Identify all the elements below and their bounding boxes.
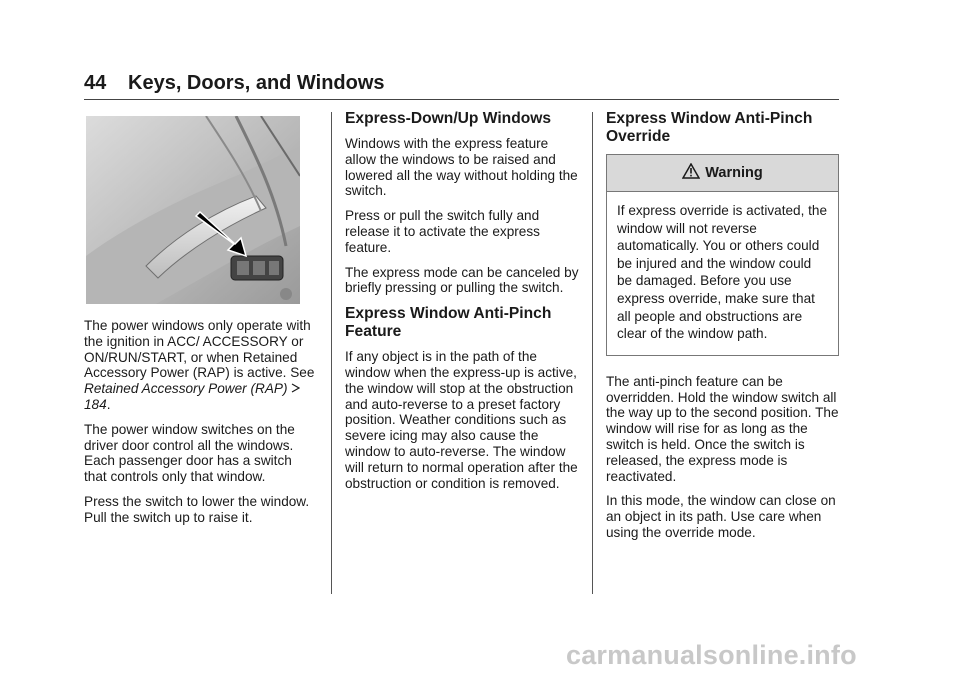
column-2 bbox=[345, 110, 580, 500]
warning-title: Warning bbox=[705, 165, 763, 181]
rap-page-number[interactable]: 184 bbox=[84, 396, 107, 412]
warning-box bbox=[606, 154, 839, 356]
express-paragraph-3: The express mode can be canceled by briefly pressing or pulling the switch. bbox=[345, 264, 579, 296]
column-3 bbox=[606, 110, 839, 550]
express-paragraph-1: Windows with the express feature allow the windows to be raised and lowered all the way without holding the switch. bbox=[345, 136, 578, 199]
page-number: 44 bbox=[84, 72, 107, 94]
express-paragraph-2: Press or pull the switch fully and release it to activate the express feature. bbox=[345, 208, 540, 255]
page-header bbox=[84, 72, 839, 100]
intro-paragraph bbox=[84, 318, 316, 413]
override-paragraph-1: The anti-pinch feature can be overridden. Hold the window switch all the way up to the second position. The window will rise for as long as the switch is held. Once the switch is released, the express mode is reactivated. bbox=[606, 373, 839, 484]
warning-text: If express override is activated, the window will not reverse automatically. You or others could be injured and the window could be damaged. Before you use express override, make sure that all people and obstructions are clear of the window path. bbox=[617, 203, 828, 342]
column-divider bbox=[592, 112, 593, 594]
column-1 bbox=[84, 110, 316, 535]
override-paragraph-2: In this mode, the window can close on an object in its path. Use care when using the override mode. bbox=[606, 493, 836, 540]
rap-reference-link[interactable]: Retained Accessory Power (RAP) bbox=[84, 381, 288, 397]
sentence-end: . bbox=[106, 396, 111, 412]
page-reference-icon bbox=[291, 381, 300, 396]
intro-text: The power windows only operate with the ignition in ACC/ ACCESSORY or ON/RUN/START, or when Retained Accessory Power (RAP) is active. See bbox=[84, 318, 315, 381]
watermark: carmanualsonline.info bbox=[566, 640, 857, 670]
driver-switches-paragraph: The power window switches on the driver door control all the windows. Each passenger door has a switch that controls only that window. bbox=[84, 421, 295, 485]
warning-body bbox=[607, 192, 838, 355]
section-title: Keys, Doors, and Windows bbox=[128, 72, 385, 94]
header-divider bbox=[84, 99, 839, 100]
override-heading: Express Window Anti-Pinch Override bbox=[606, 110, 813, 145]
express-heading: Express-Down/Up Windows bbox=[345, 110, 552, 127]
door-switch-photo bbox=[86, 116, 300, 304]
column-divider bbox=[331, 112, 332, 594]
warning-header bbox=[607, 155, 838, 192]
warning-triangle-icon bbox=[682, 163, 700, 183]
antipinch-heading: Express Window Anti-Pinch Feature bbox=[345, 305, 552, 341]
antipinch-paragraph: If any object is in the path of the window when the express-up is active, the window will stop at the obstruction and auto-reverse to a preset factory position. Weather conditions such as severe icing may also cause the window to auto-reverse. The window will return to normal operation after the obstruction or condition is removed. bbox=[345, 349, 578, 491]
switch-usage-paragraph: Press the switch to lower the window. Pull the switch up to raise it. bbox=[84, 493, 310, 525]
